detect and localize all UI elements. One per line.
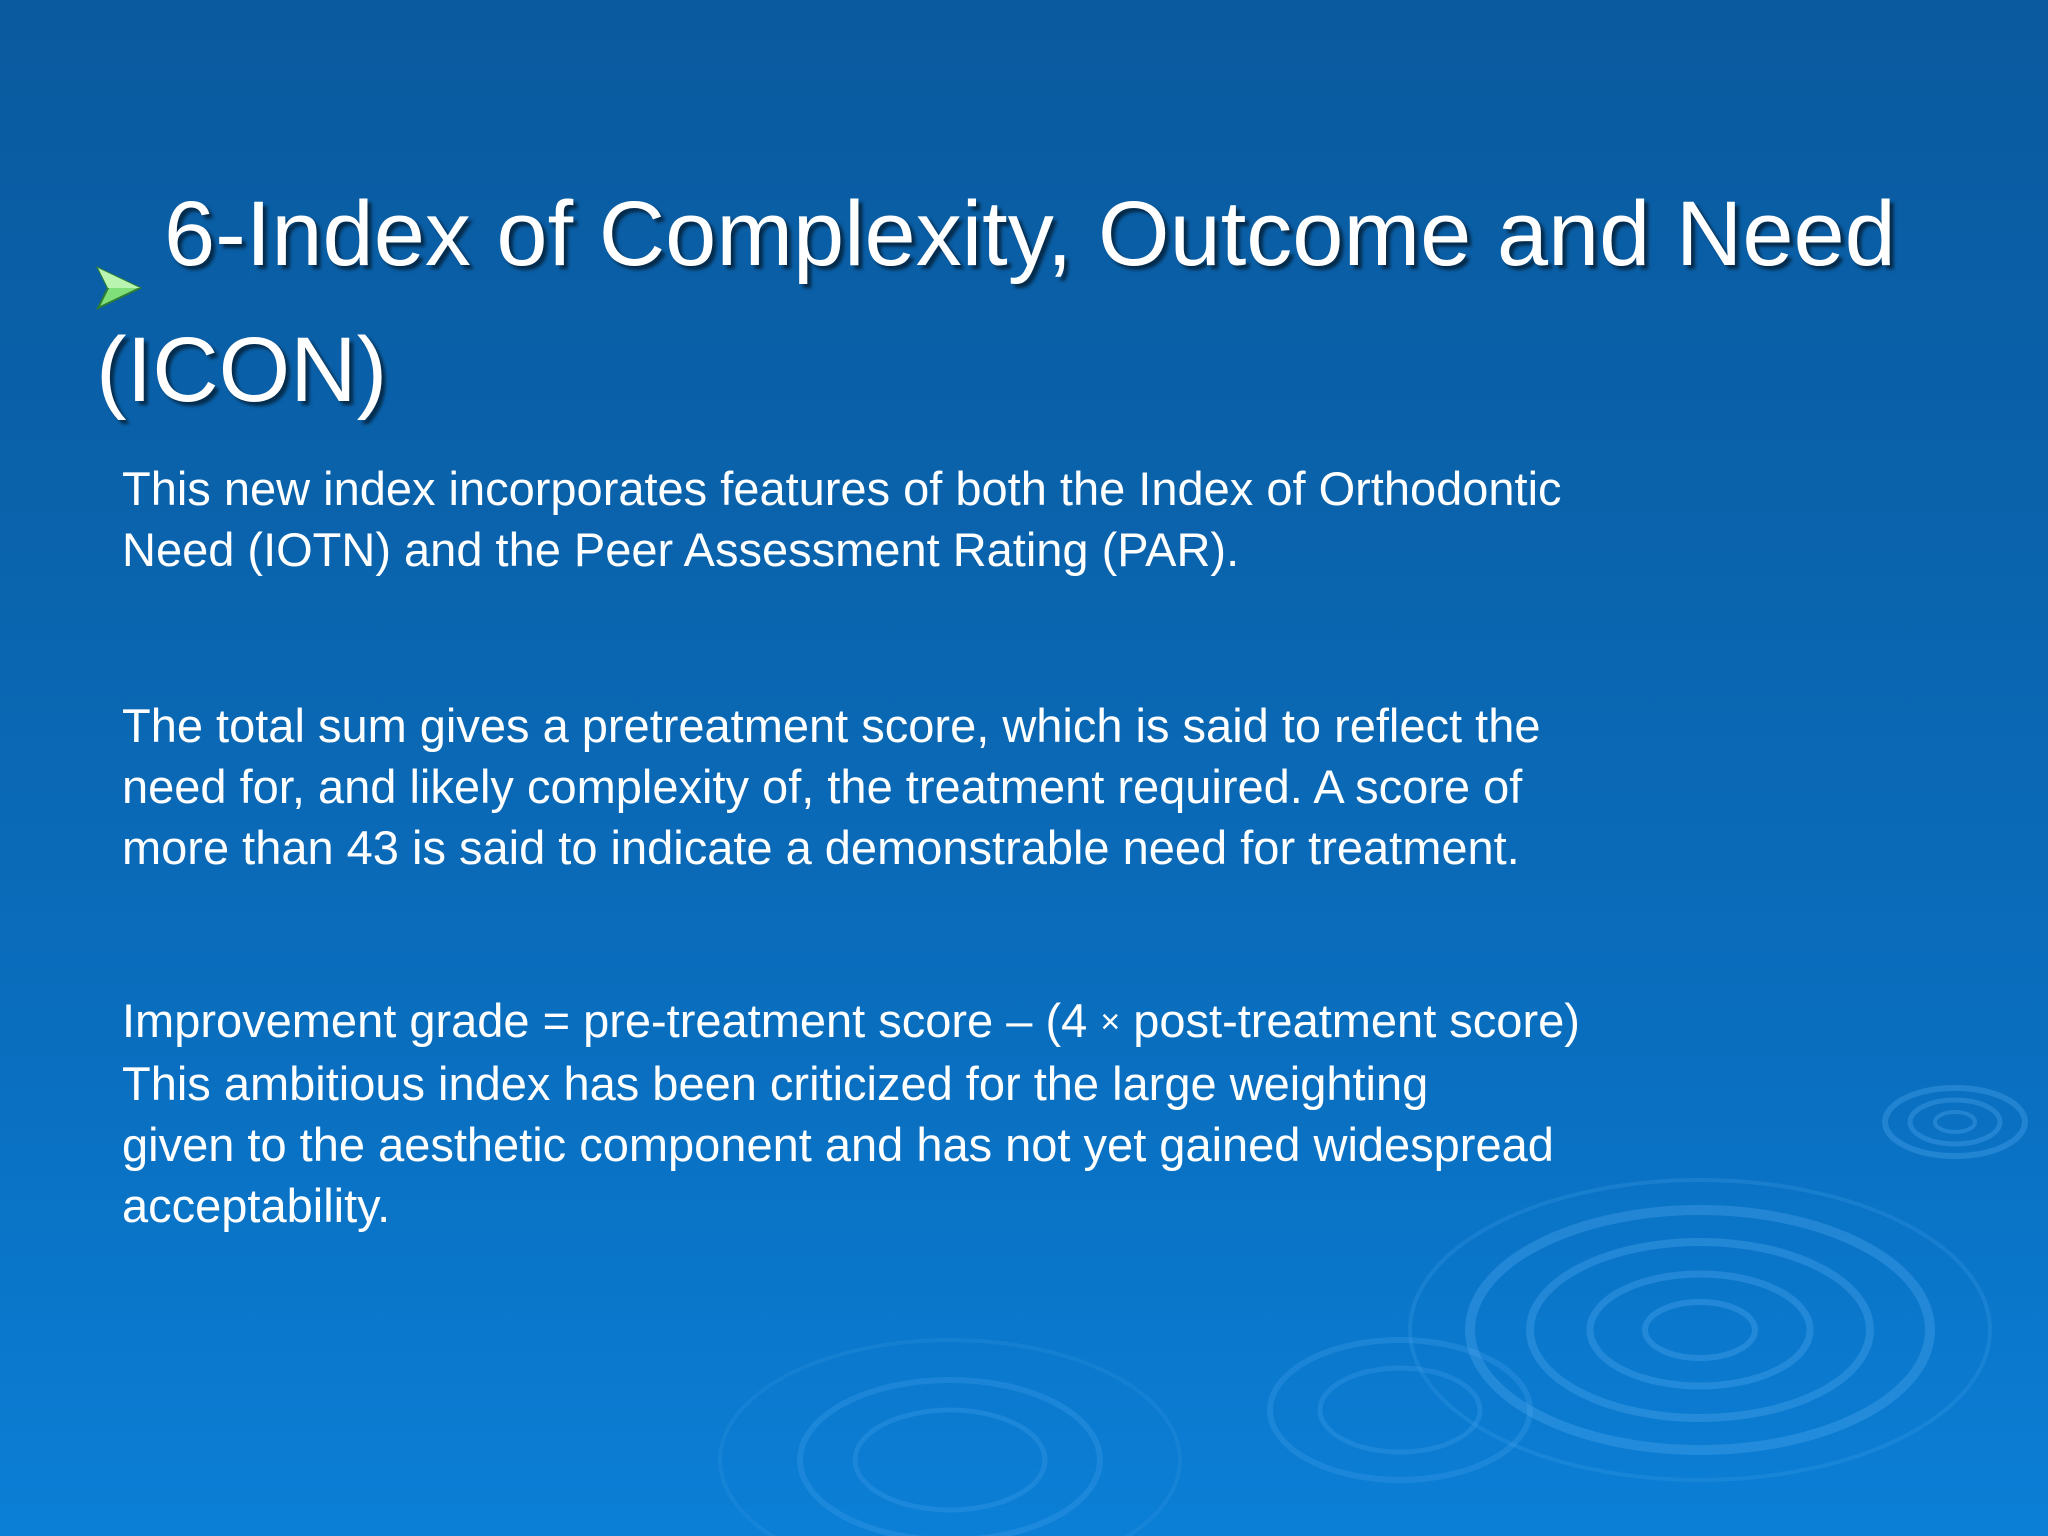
paragraph-line: need for, and likely complexity of, the treatment required. A score of [122, 760, 1523, 813]
paragraph-pretreatment-score [122, 695, 1802, 878]
formula-part: post-treatment score) [1120, 994, 1580, 1047]
improvement-grade-formula [122, 990, 1802, 1053]
paragraph-line: Need (IOTN) and the Peer Assessment Rating (PAR). [122, 523, 1240, 576]
paragraph-improvement-grade [122, 990, 1802, 1236]
paragraph-index-description [122, 458, 1802, 580]
paragraph-line: The total sum gives a pretreatment score, which is said to reflect the [122, 699, 1541, 752]
slide-title-line1: 6-Index of Complexity, Outcome and Need [164, 183, 1896, 285]
paragraph-line: This new index incorporates features of both the Index of Orthodontic [122, 462, 1562, 515]
multiply-sign: × [1100, 1003, 1121, 1041]
formula-part: Improvement grade = pre-treatment score – (4 [122, 994, 1101, 1047]
arrowhead-bullet-icon [96, 211, 142, 255]
slide-title [96, 166, 1996, 438]
paragraph-line: more than 43 is said to indicate a demonstrable need for treatment. [122, 821, 1520, 874]
paragraph-line: This ambitious index has been criticized for the large weighting [122, 1057, 1429, 1110]
paragraph-line: acceptability. [122, 1179, 391, 1232]
paragraph-line: given to the aesthetic component and has not yet gained widespread [122, 1118, 1554, 1171]
slide-title-line2: (ICON) [96, 319, 388, 421]
